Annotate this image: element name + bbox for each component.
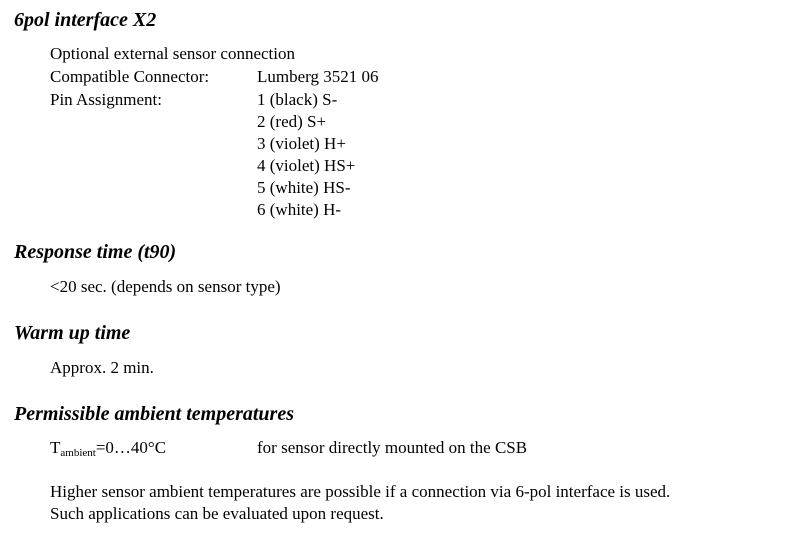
pin-item: 1 (black) S- [257, 90, 338, 109]
temp-range: =0…40°C [95, 438, 167, 457]
pin-assignment-list [257, 89, 355, 221]
temp-subscript: ambient [60, 447, 96, 459]
pin-assignment-label: Pin Assignment: [50, 90, 162, 109]
warmup-heading: Warm up time [14, 322, 131, 344]
pin-item: 4 (violet) HS+ [257, 156, 356, 175]
ambient-heading: Permissible ambient temperatures [14, 403, 294, 425]
interface-heading: 6pol interface X2 [14, 9, 157, 31]
pin-item: 3 (violet) H+ [257, 134, 346, 153]
ambient-temperature-description: for sensor directly mounted on the CSB [257, 438, 528, 457]
interface-intro: Optional external sensor connection [50, 44, 296, 63]
connector-label: Compatible Connector: [50, 67, 210, 86]
temp-symbol: T [50, 438, 61, 457]
ambient-temperature-range [50, 437, 166, 464]
response-heading: Response time (t90) [14, 241, 177, 263]
warmup-text: Approx. 2 min. [50, 358, 154, 377]
connector-value: Lumberg 3521 06 [257, 67, 379, 86]
ambient-note-line-2: Such applications can be evaluated upon request. [50, 504, 384, 523]
response-text: <20 sec. (depends on sensor type) [50, 277, 281, 296]
ambient-note-line-1: Higher sensor ambient temperatures are possible if a connection via 6-pol interface is used. [50, 482, 671, 501]
pin-item: 5 (white) HS- [257, 178, 351, 197]
pin-item: 2 (red) S+ [257, 112, 327, 131]
pin-item: 6 (white) H- [257, 200, 342, 219]
